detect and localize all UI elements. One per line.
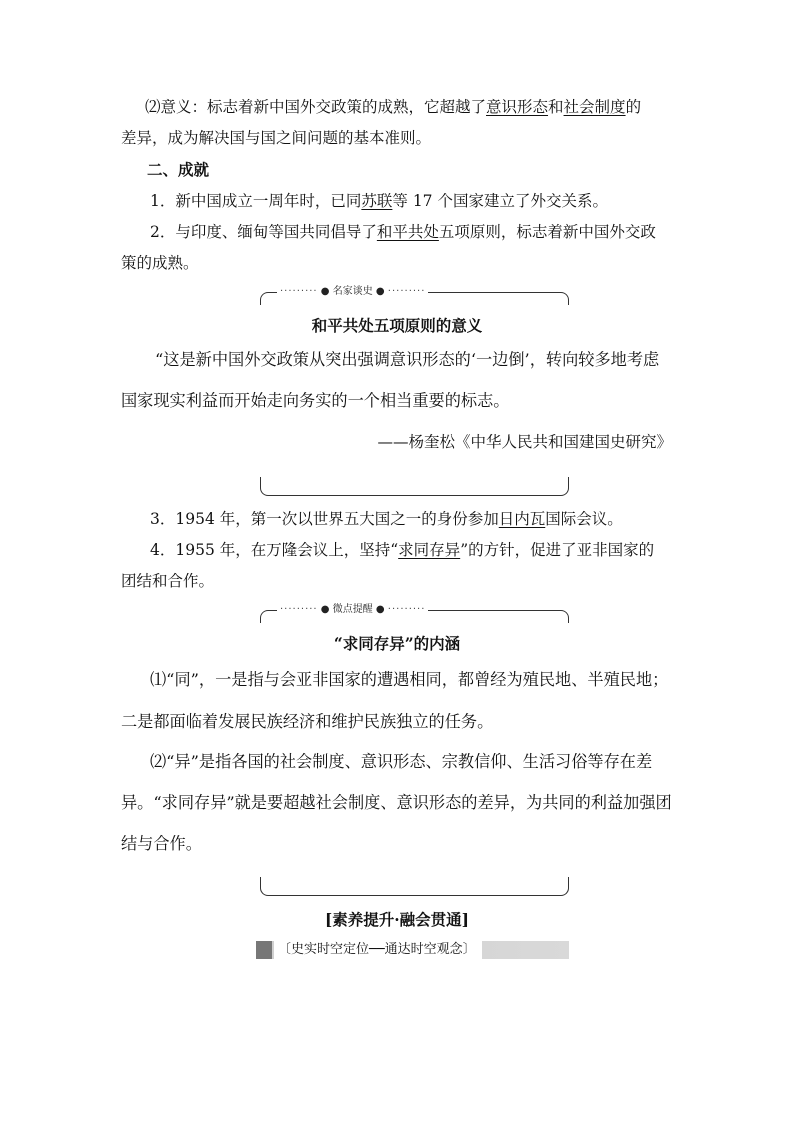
text: 的 <box>625 98 642 116</box>
achievement-item-1 <box>150 191 608 211</box>
box-bottom-border <box>260 477 569 496</box>
box-label: ········· ● 名家谈史 ● ········· <box>277 285 428 299</box>
quote-line-1: “这是新中国外交政策从突出强调意识形态的‘一边倒’，转向较多地考虑 <box>155 350 660 369</box>
label-text: 名家谈史 <box>332 286 373 297</box>
text: 2．与印度、缅甸等国共同倡导了 <box>150 223 377 241</box>
text: ⑵意义：标志着新中国外交政策的成熟，它超越了 <box>145 98 487 116</box>
underlined-term: 和平共处 <box>376 223 439 241</box>
text: 4．1955 年，在万隆会议上，坚持“ <box>150 541 399 559</box>
note-1-line-2: 二是都面临着发展民族经济和维护民族独立的任务。 <box>121 712 494 731</box>
footer-heading: [素养提升·融会贯通] <box>324 910 470 929</box>
section-heading: 二、成就 <box>147 160 210 179</box>
meaning-line-1 <box>145 97 641 117</box>
text: 1．新中国成立一周年时，已同 <box>150 192 362 210</box>
note-2-line-1: ⑵“异”是指各国的社会制度、意识形态、宗教信仰、生活习俗等存在差 <box>150 752 653 771</box>
text: 3．1954 年，第一次以世界五大国之一的身份参加 <box>150 510 499 528</box>
banner-block-icon <box>256 941 272 959</box>
text: ”的方针，促进了亚非国家的 <box>460 541 655 559</box>
underlined-term: 日内瓦 <box>498 510 546 528</box>
banner-text: 〔史实时空定位──通达时空观念〕 <box>274 941 482 959</box>
underlined-term: 求同存异 <box>398 541 461 559</box>
achievement-item-2 <box>150 222 656 242</box>
underlined-term: 社会制度 <box>563 98 626 116</box>
text: 五项原则，标志着新中国外交政 <box>438 223 656 241</box>
box-top-border <box>260 286 569 305</box>
quote-line-2: 国家现实利益而开始走向务实的一个相当重要的标志。 <box>121 391 510 410</box>
text: 国际会议。 <box>545 510 623 528</box>
box-title: 和平共处五项原则的意义 <box>311 316 483 335</box>
box-top-border <box>260 604 569 623</box>
box-bottom-border <box>260 877 569 896</box>
banner-label: 史实时空定位──通达时空观念 <box>291 942 463 957</box>
achievement-item-2-cont: 策的成熟。 <box>121 254 199 272</box>
label-text: 微点提醒 <box>332 604 373 615</box>
note-1-line-1: ⑴“同”，一是指与会亚非国家的遭遇相同，都曾经为殖民地、半殖民地； <box>150 670 669 689</box>
quote-source: ——杨奎松《中华人民共和国建国史研究》 <box>377 433 672 451</box>
box-title: “求同存异”的内涵 <box>333 634 461 653</box>
achievement-item-4 <box>150 540 654 560</box>
meaning-line-2: 差异，成为解决国与国之间问题的基本准则。 <box>121 129 432 147</box>
note-2-line-2: 异。“求同存异”就是要超越社会制度、意识形态的差异，为共同的利益加强团 <box>121 793 672 812</box>
underlined-term: 苏联 <box>361 192 393 210</box>
achievement-item-4-cont: 团结和合作。 <box>121 572 215 590</box>
note-2-line-3: 结与合作。 <box>121 834 202 853</box>
text: 和 <box>548 98 564 116</box>
text: 等 17 个国家建立了外交关系。 <box>392 192 608 210</box>
box-label: ········· ● 微点提醒 ● ········· <box>277 603 428 617</box>
underlined-term: 意识形态 <box>486 98 549 116</box>
achievement-item-3 <box>150 509 623 529</box>
section-banner <box>256 941 569 959</box>
